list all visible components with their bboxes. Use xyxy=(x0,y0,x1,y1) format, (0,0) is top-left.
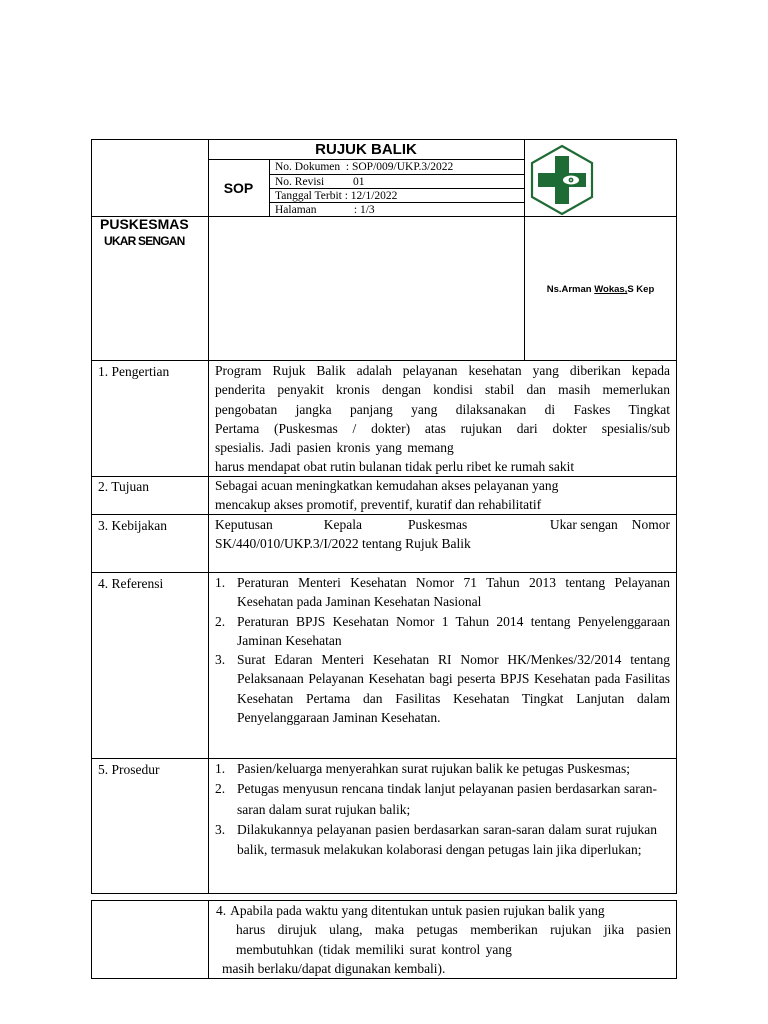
list-text: Petugas menyusun rencana tindak lanjut pelayanan pasien berdasarkan saran-saran dalam surat rujukan balik; xyxy=(237,781,657,817)
text-tujuan xyxy=(215,476,670,515)
continuation-column-divider xyxy=(208,900,209,979)
signatory-title: S Kep xyxy=(627,284,655,295)
list-item xyxy=(215,650,670,727)
signatory-name: Ns.Arman xyxy=(546,284,592,295)
text-referensi xyxy=(215,573,670,727)
list-item xyxy=(215,759,657,779)
list-number: 1. xyxy=(215,761,226,776)
text-kebijakan xyxy=(215,515,670,554)
organization-location: UKAR SENGAN xyxy=(104,234,185,248)
text-pengertian xyxy=(215,361,670,477)
pengertian-line: penderita penyakit kronis dengan kondisi stabil dan masih memerlukan xyxy=(215,382,670,398)
list-item xyxy=(215,612,670,651)
text-continuation xyxy=(216,901,671,978)
organization-name: PUSKESMAS xyxy=(100,216,189,232)
list-text: Surat Edaran Menteri Kesehatan RI Nomor HK/Menkes/32/2014 tentang Pelaksanaan Pelayanan Kesehatan bagi peserta BPJS Kesehatan pada Fasilitas Kesehatan Pertama dan Fasilitas Kesehatan Tingkat Lanjutan dalam Penyelanggaraan Jaminan Kesehatan. xyxy=(237,652,670,726)
page-number: Halaman : 1/3 xyxy=(275,204,375,216)
pengertian-line: harus mendapat obat rutin bulanan tidak perlu ribet ke rumah sakit xyxy=(215,459,575,475)
list-number: 4. xyxy=(216,903,227,918)
list-number: 2. xyxy=(215,613,226,629)
list-item xyxy=(215,820,657,861)
sop-label: SOP xyxy=(223,180,254,196)
label-tujuan: 2. Tujuan xyxy=(98,479,150,494)
continuation-line: harus dirujuk ulang, maka petugas memberikan rujukan jika pasien xyxy=(236,922,671,938)
label-referensi: 4. Referensi xyxy=(98,576,164,591)
signatory-name-underlined: Wokas, xyxy=(594,284,628,295)
kebijakan-word: Kepala xyxy=(323,517,362,532)
kebijakan-word: Nomor xyxy=(631,517,670,532)
list-text: Peraturan Menteri Kesehatan Nomor 71 Tahun 2013 tentang Pelayanan Kesehatan pada Jaminan Kesehatan Nasional xyxy=(237,575,670,610)
label-kebijakan: 3. Kebijakan xyxy=(98,518,167,533)
puskesmas-logo-icon xyxy=(529,144,595,216)
kebijakan-word: Puskesmas xyxy=(407,517,468,532)
kebijakan-line-1 xyxy=(215,515,670,534)
pengertian-line: spesialis. Jadi pasien kronis yang memang xyxy=(215,440,454,456)
list-number: 3. xyxy=(215,821,226,837)
kebijakan-line-2: SK/440/010/UKP.3/I/2022 tentang Rujuk Balik xyxy=(215,536,471,552)
document-title: RUJUK BALIK xyxy=(315,141,417,158)
label-prosedur: 5. Prosedur xyxy=(98,762,160,777)
label-pengertian: 1. Pengertian xyxy=(98,364,170,379)
list-item xyxy=(215,573,670,612)
header-divider-right xyxy=(524,139,525,361)
pengertian-line: Pertama (Puskesmas / dokter) atas rujukan dari dokter spesialis/sub xyxy=(215,420,670,436)
continuation-line: membutuhkan (tidak memiliki surat kontrol yang xyxy=(236,941,512,957)
signatory xyxy=(525,283,676,297)
continuation-line: masih berlaku/dapat digunakan kembali). xyxy=(222,960,446,976)
kebijakan-word: Ukar sengan xyxy=(549,517,618,532)
content-column-divider xyxy=(208,361,209,894)
list-text: Pasien/keluarga menyerahkan surat rujukan balik ke petugas Puskesmas; xyxy=(237,761,631,776)
list-item xyxy=(215,779,657,820)
list-text: Dilakukannya pelayanan pasien berdasarkan saran-saran dalam surat rujukan balik, termasuk melakukan kolaborasi dengan petugas lain jika diperlukan; xyxy=(237,821,657,858)
continuation-first-line xyxy=(216,901,671,920)
continuation-line: Apabila pada waktu yang ditentukan untuk pasien rujukan balik yang xyxy=(230,903,605,918)
list-number: 3. xyxy=(215,652,226,668)
revision-number: No. Revisi 01 xyxy=(275,176,365,188)
tujuan-line: mencakup akses promotif, preventif, kuratif dan rehabilitatif xyxy=(215,497,542,513)
list-text: Peraturan BPJS Kesehatan Nomor 1 Tahun 2014 tentang Penyelenggaraan Jaminan Kesehatan xyxy=(237,613,670,648)
pengertian-line: pengobatan jangka panjang yang dilaksanakan di Faskes Tingkat xyxy=(215,401,670,417)
kebijakan-word: Keputusan xyxy=(215,517,273,532)
pengertian-line: Program Rujuk Balik adalah pelayanan kesehatan yang diberikan kepada xyxy=(215,363,670,378)
list-number: 1. xyxy=(215,575,226,590)
tujuan-line: Sebagai acuan meningkatkan kemudahan akses pelayanan yang xyxy=(215,478,559,493)
issue-date: Tanggal Terbit : 12/1/2022 xyxy=(275,190,398,202)
text-prosedur xyxy=(215,759,657,860)
list-number: 2. xyxy=(215,781,226,797)
document-number: No. Dokumen : SOP/009/UKP.3/2022 xyxy=(275,161,454,173)
